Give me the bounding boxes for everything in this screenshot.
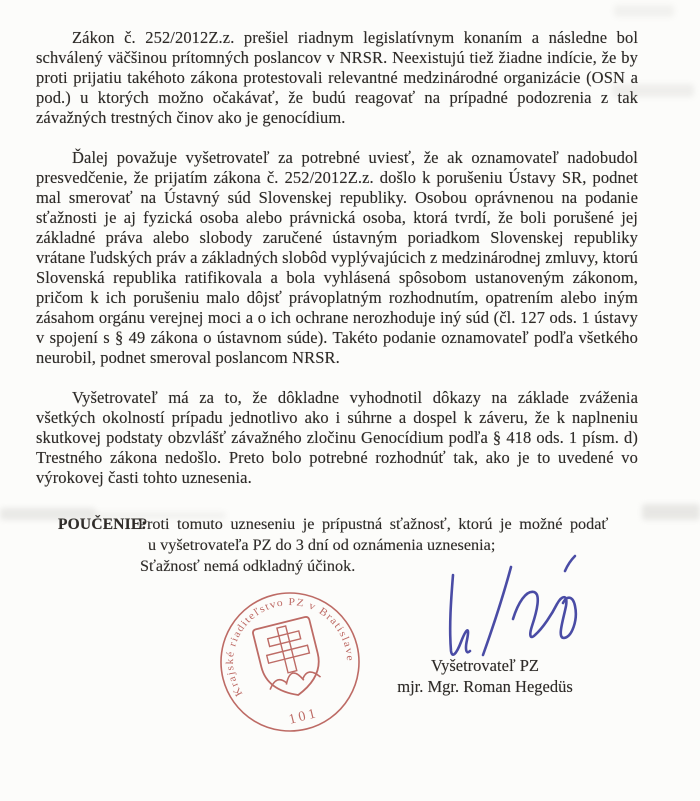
paragraph-law-passage: Zákon č. 252/2012Z.z. prešiel riadnym legislatívnym konaním a následne bol schválený väčšinou prítomných poslancov v NRSR. Neexistujú tiež žiadne indície, že by proti prijatiu takéhoto zákona protestovali relevantné medzinárodné organizácie (OSN a pod.) u ktorých možno očakávať, že budú reagovať na prípadné podozrenia z tak závažných trestných činov ako je genocídium. [36, 28, 638, 127]
official-round-stamp [205, 577, 375, 747]
paragraph-conclusion: Vyšetrovateľ má za to, že dôkladne vyhodnotil dôkazy na základe zváženia všetkých okolností prípadu jednotlivo ako i súhrne a dospel k záveru, že k naplneniu skutkovej podstaty obzvlášť závažného zločinu Genocídium podľa § 418 ods. 1 písm. d) Trestného zákona nedošlo. Preto bolo potrebné rozhodnúť tak, ako je to uvedené vo výrokovej časti tohto uznesenia. [36, 388, 638, 487]
signature-stroke [565, 556, 575, 571]
scan-artifact [612, 84, 694, 97]
slovak-coat-of-arms-icon [252, 616, 326, 702]
stamp-shield [252, 616, 326, 702]
stamp-double-cross-icon [261, 622, 313, 677]
advisory-line: Sťažnosť nemá odkladný účinok. [140, 557, 356, 575]
advisory-line: Proti tomuto uzneseniu je prípustná sťažnosť, ktorú je možné podať [138, 515, 609, 533]
signer-block [355, 655, 615, 697]
scan-artifact [0, 508, 96, 520]
signature-stroke [513, 592, 576, 638]
signature-stroke [483, 567, 511, 655]
scan-artifact [614, 5, 674, 17]
stamp-ring-text: Krajské riaditeľstvo PZ v Bratislave [224, 597, 356, 699]
document-body [36, 28, 638, 577]
scan-artifact [642, 504, 700, 520]
paragraph-constitutional-complaint: Ďalej považuje vyšetrovateľ za potrebné uviesť, že ak oznamovateľ nadobudol presvedčenie, že prijatím zákona č. 252/2012Z.z. došlo k porušeniu Ústavy SR, podnet mal smerovať na Ústavný súd Slovenskej republiky. Osobou oprávnenou na podanie sťažnosti je aj fyzická osoba alebo právnická osoba, ktorá tvrdí, že boli porušené jej základné práva alebo slobody zaručené ústavným poriadkom Slovenskej republiky vrátane ľudských práv a základných slobôd vyplývajúcich z medzinárodnej zmluvy, ktorú Slovenská republika ratifikovala a bola vyhlásená spôsobom ustanoveným zákonom, pričom k ich porušeniu malo dôjsť právoplatným rozhodnutím, opatrením alebo iným zásahom orgánu verejnej moci a o ich ochrane nerozhoduje iný súd (čl. 127 ods. 1 ústavy v spojení s § 49 zákona o ústavnom súde). Takéto podanie oznamovateľ podľa všetkého neurobil, podnet smeroval poslancom NRSR. [36, 148, 638, 367]
signature-stroke [450, 575, 470, 655]
stamp-number: 101 [287, 705, 321, 728]
scan-artifact [96, 512, 226, 519]
signer-name: mjr. Mgr. Roman Hegedüs [397, 677, 573, 696]
advisory-label: POUČENIE: [58, 516, 147, 533]
handwritten-signature [425, 545, 615, 670]
advisory-line: u vyšetrovateľa PZ do 3 dní od oznámenia uznesenia; [148, 536, 496, 554]
signer-role: Vyšetrovateľ PZ [431, 656, 539, 675]
